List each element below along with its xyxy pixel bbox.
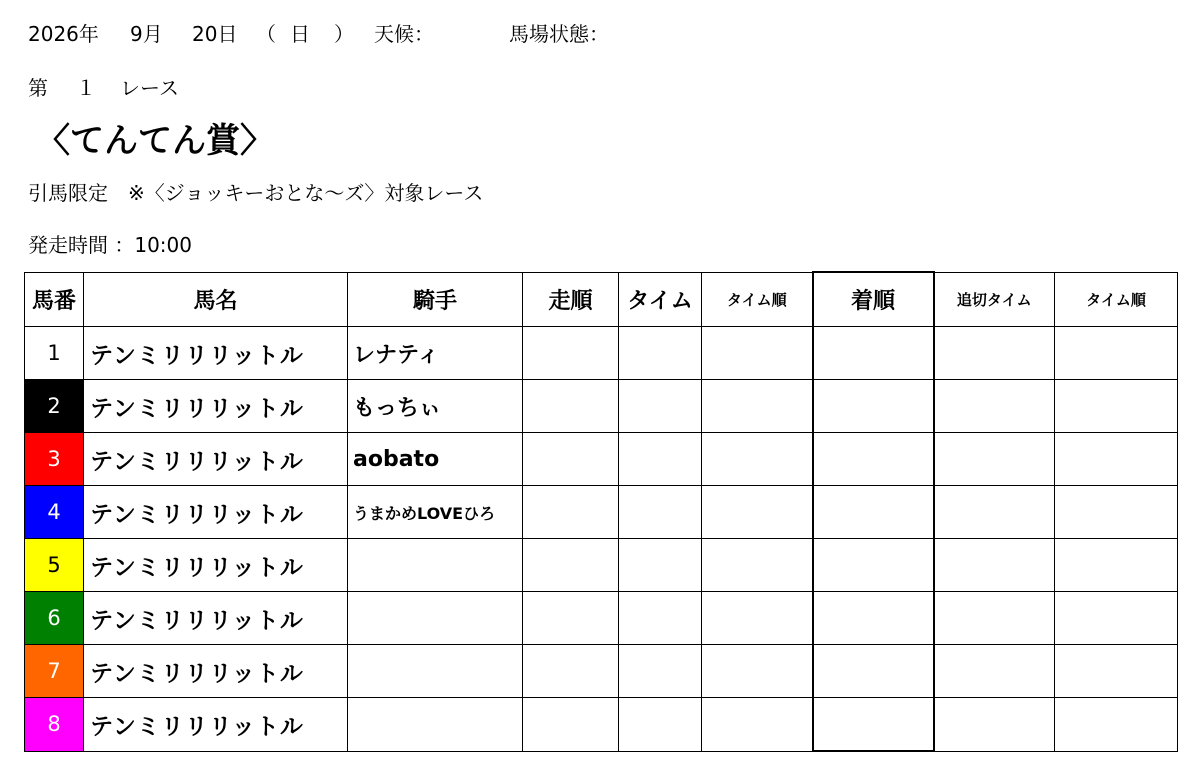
race-title: 〈てんてん賞〉	[36, 121, 274, 161]
run-order-cell	[523, 486, 619, 539]
race-prefix: 第	[28, 76, 48, 100]
workout-rank-cell	[1055, 645, 1178, 698]
year-text: 2026年	[28, 22, 99, 46]
horse-name-cell: テンミリリリットル	[84, 380, 348, 433]
header-horse-name: 馬名	[84, 272, 348, 327]
time-cell	[619, 380, 702, 433]
workout-time-cell	[934, 539, 1055, 592]
workout-rank-cell	[1055, 380, 1178, 433]
table-row	[25, 486, 1178, 539]
horse-name-cell: テンミリリリットル	[84, 433, 348, 486]
day-text: 20日	[192, 22, 238, 46]
horse-number-cell: 5	[25, 539, 84, 592]
finish-position-cell	[813, 433, 934, 486]
run-order-cell	[523, 380, 619, 433]
track-condition-label: 馬場状態：	[509, 22, 609, 46]
time-cell	[619, 592, 702, 645]
time-cell	[619, 327, 702, 380]
header-time: タイム	[619, 272, 702, 327]
workout-time-cell	[934, 486, 1055, 539]
start-time: 発走時間 ：10:00	[28, 233, 192, 257]
header-run-order: 走順	[523, 272, 619, 327]
workout-time-cell	[934, 645, 1055, 698]
horse-number-cell: 4	[25, 486, 84, 539]
entry-table	[24, 271, 1178, 752]
time-rank-cell	[702, 645, 813, 698]
time-cell	[619, 539, 702, 592]
time-rank-cell	[702, 486, 813, 539]
horse-name-cell: テンミリリリットル	[84, 645, 348, 698]
horse-name-cell: テンミリリリットル	[84, 539, 348, 592]
table-row	[25, 592, 1178, 645]
jockey-cell: うまかめLOVEひろ	[348, 486, 523, 539]
table-row	[25, 539, 1178, 592]
workout-time-cell	[934, 327, 1055, 380]
workout-rank-cell	[1055, 433, 1178, 486]
run-order-cell	[523, 592, 619, 645]
time-rank-cell	[702, 327, 813, 380]
race-suffix: レース	[120, 76, 179, 100]
horse-name-cell: テンミリリリットル	[84, 327, 348, 380]
finish-position-cell	[813, 592, 934, 645]
header-workout-rank: タイム順	[1055, 272, 1178, 327]
weekday-close-text: ）	[334, 22, 354, 46]
horse-name-cell: テンミリリリットル	[84, 486, 348, 539]
run-order-cell	[523, 539, 619, 592]
jockey-cell: もっちぃ	[348, 380, 523, 433]
race-number: １	[76, 76, 96, 100]
table-row	[25, 380, 1178, 433]
workout-rank-cell	[1055, 592, 1178, 645]
horse-name-cell: テンミリリリットル	[84, 592, 348, 645]
run-order-cell	[523, 645, 619, 698]
finish-position-cell	[813, 486, 934, 539]
run-order-cell	[523, 698, 619, 752]
table-header-row	[25, 272, 1178, 327]
finish-position-cell	[813, 645, 934, 698]
header-finish-position: 着順	[813, 272, 934, 327]
table-row	[25, 433, 1178, 486]
horse-name-cell: テンミリリリットル	[84, 698, 348, 752]
workout-time-cell	[934, 433, 1055, 486]
horse-number-cell: 7	[25, 645, 84, 698]
time-rank-cell	[702, 592, 813, 645]
horse-number-cell: 8	[25, 698, 84, 752]
workout-rank-cell	[1055, 486, 1178, 539]
workout-rank-cell	[1055, 698, 1178, 752]
run-order-cell	[523, 433, 619, 486]
jockey-cell	[348, 592, 523, 645]
workout-rank-cell	[1055, 539, 1178, 592]
workout-time-cell	[934, 380, 1055, 433]
finish-position-cell	[813, 539, 934, 592]
time-cell	[619, 698, 702, 752]
weekday-text: 日	[290, 22, 310, 46]
workout-time-cell	[934, 592, 1055, 645]
run-order-cell	[523, 327, 619, 380]
time-rank-cell	[702, 539, 813, 592]
race-conditions: 引馬限定 ※〈ジョッキーおとな〜ズ〉対象レース	[28, 181, 484, 205]
month-text: 9月	[130, 22, 163, 46]
horse-number-cell: 2	[25, 380, 84, 433]
time-rank-cell	[702, 433, 813, 486]
finish-position-cell	[813, 698, 934, 752]
time-rank-cell	[702, 698, 813, 752]
table-row	[25, 698, 1178, 752]
jockey-cell	[348, 698, 523, 752]
jockey-cell	[348, 539, 523, 592]
table-row	[25, 327, 1178, 380]
time-cell	[619, 486, 702, 539]
finish-position-cell	[813, 380, 934, 433]
header-time-rank: タイム順	[702, 272, 813, 327]
jockey-cell: レナティ	[348, 327, 523, 380]
table-row	[25, 645, 1178, 698]
finish-position-cell	[813, 327, 934, 380]
header-workout-time: 追切タイム	[934, 272, 1055, 327]
jockey-cell	[348, 645, 523, 698]
time-cell	[619, 433, 702, 486]
weather-label: 天候：	[374, 22, 434, 46]
jockey-cell: aobato	[348, 433, 523, 486]
horse-number-cell: 6	[25, 592, 84, 645]
weekday-open-text: （	[256, 22, 276, 46]
header-horse-number: 馬番	[25, 272, 84, 327]
workout-rank-cell	[1055, 327, 1178, 380]
time-rank-cell	[702, 380, 813, 433]
horse-number-cell: 3	[25, 433, 84, 486]
horse-number-cell: 1	[25, 327, 84, 380]
header-jockey: 騎手	[348, 272, 523, 327]
time-cell	[619, 645, 702, 698]
workout-time-cell	[934, 698, 1055, 752]
